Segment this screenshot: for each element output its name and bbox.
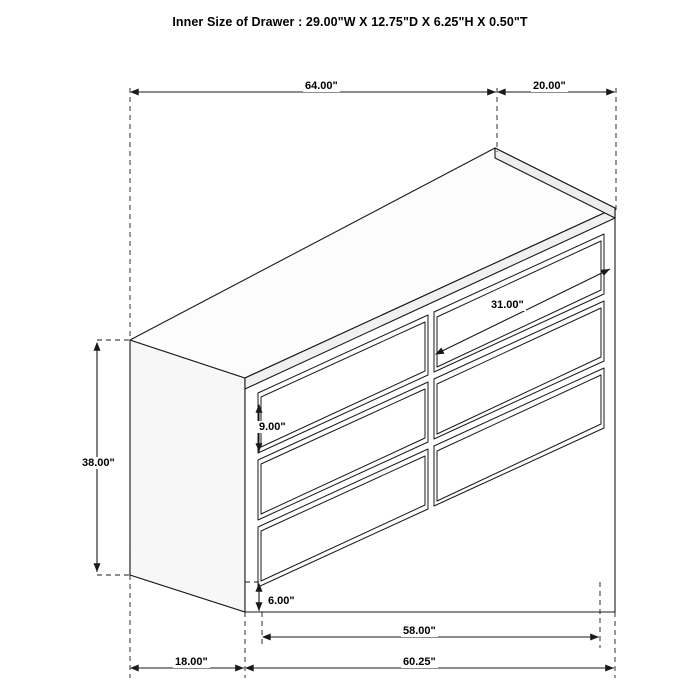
dim-label-top-width: 64.00" [305, 80, 338, 92]
dim-label-overall-height: 38.00" [82, 457, 115, 469]
dim-label-drawer-width: 31.00" [491, 299, 524, 311]
page-title: Inner Size of Drawer : 29.00"W X 12.75"D X 6.25"H X 0.50"T [172, 15, 528, 29]
dim-label-top-depth: 20.00" [533, 80, 566, 92]
dim-label-side-depth: 18.00" [175, 656, 208, 668]
dim-label-base-width: 58.00" [403, 625, 436, 637]
dim-label-front-width: 60.25" [403, 656, 436, 668]
dim-label-drawer-height: 9.00" [259, 421, 286, 433]
dim-label-base-clearance: 6.00" [268, 595, 295, 607]
